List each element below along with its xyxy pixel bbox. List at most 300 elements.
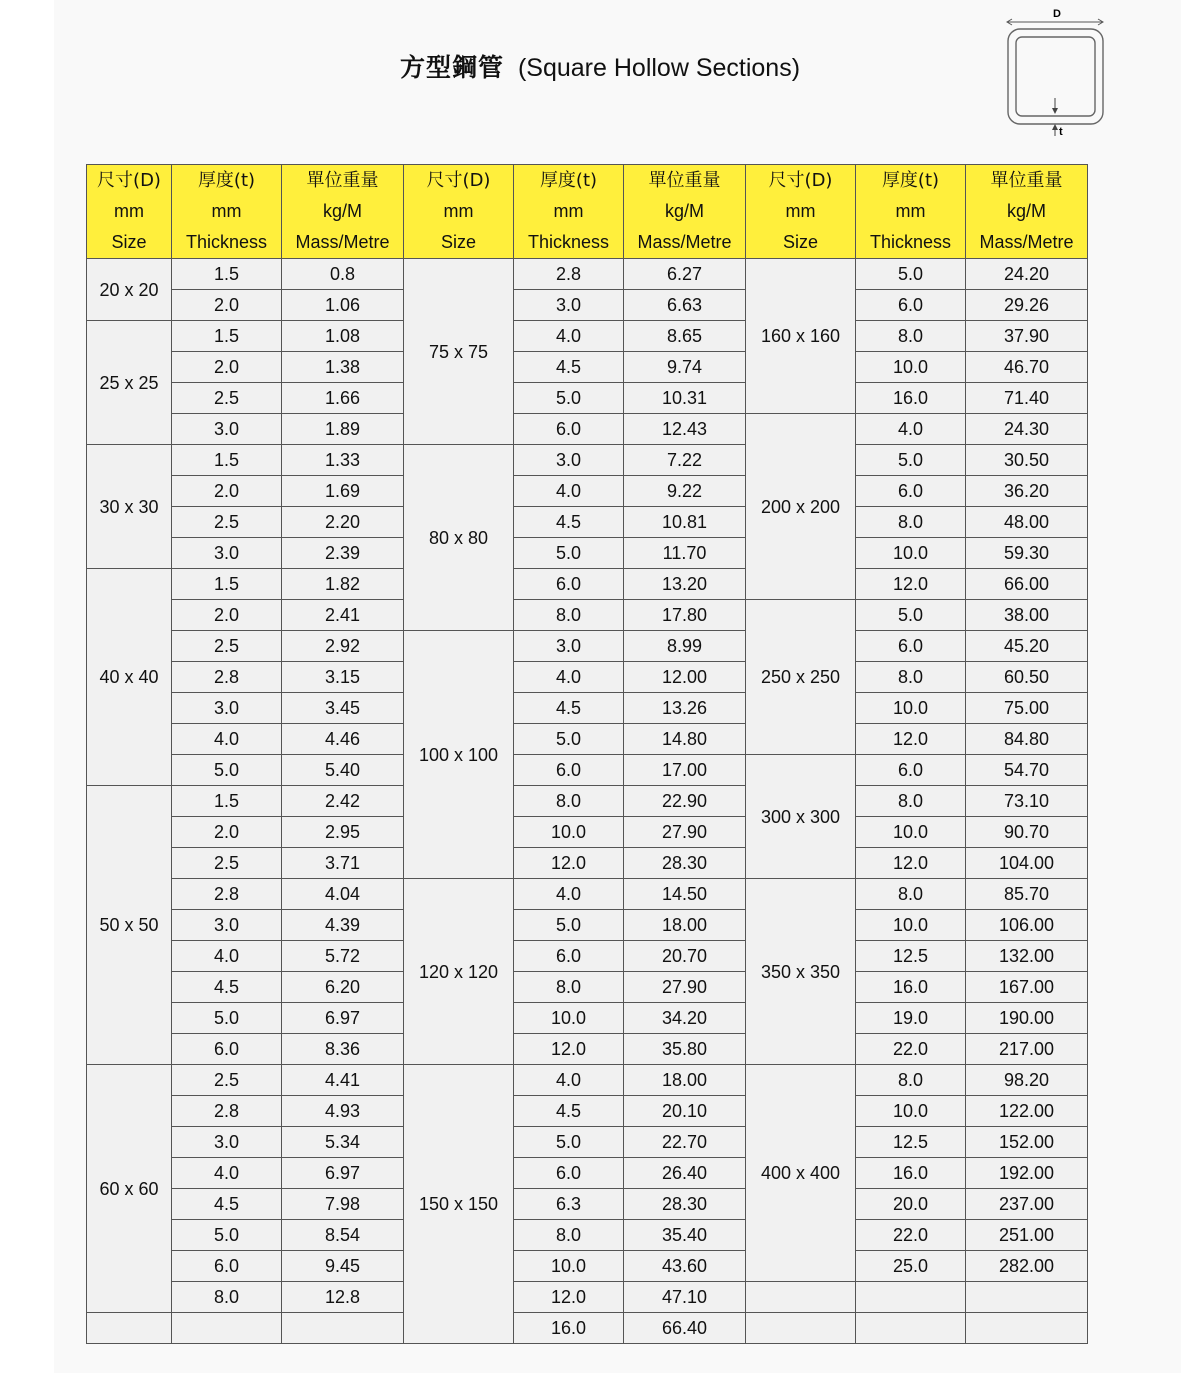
mass-cell: 7.22 (624, 445, 746, 476)
mass-cell: 10.81 (624, 507, 746, 538)
thickness-cell: 2.5 (172, 848, 282, 879)
mass-cell: 24.30 (966, 414, 1088, 445)
header-english: Thickness (185, 232, 268, 252)
header-english: Thickness (869, 232, 952, 252)
column-header (514, 165, 624, 259)
mass-cell: 20.70 (624, 941, 746, 972)
square-section-diagram (999, 6, 1109, 136)
mass-cell: 34.20 (624, 1003, 746, 1034)
column-header (966, 165, 1088, 259)
thickness-cell: 2.0 (172, 817, 282, 848)
header-english: Size (782, 232, 818, 252)
thickness-cell: 10.0 (856, 910, 966, 941)
table-row (87, 755, 1088, 786)
thickness-cell: 10.0 (856, 817, 966, 848)
mass-cell: 8.65 (624, 321, 746, 352)
thickness-cell: 3.0 (172, 693, 282, 724)
thickness-cell: 6.0 (514, 414, 624, 445)
mass-cell: 18.00 (624, 1065, 746, 1096)
mass-cell: 11.70 (624, 538, 746, 569)
thickness-cell: 2.8 (514, 259, 624, 290)
table-row (87, 1220, 1088, 1251)
header-english: Size (440, 232, 476, 252)
header-chinese: 尺寸(D) (768, 170, 833, 191)
thickness-cell: 2.0 (172, 476, 282, 507)
thickness-cell: 2.5 (172, 631, 282, 662)
thickness-cell: 8.0 (856, 662, 966, 693)
size-cell: 80 x 80 (404, 445, 514, 631)
thickness-cell: 12.0 (856, 724, 966, 755)
thickness-cell: 3.0 (172, 538, 282, 569)
mass-cell: 66.40 (624, 1313, 746, 1344)
thickness-cell: 5.0 (514, 538, 624, 569)
size-cell: 150 x 150 (404, 1065, 514, 1344)
size-cell: 20 x 20 (87, 259, 172, 321)
header-unit: mm (211, 201, 242, 221)
table-row (87, 476, 1088, 507)
thickness-cell: 2.5 (172, 507, 282, 538)
mass-cell: 4.41 (282, 1065, 404, 1096)
thickness-cell: 4.5 (514, 352, 624, 383)
thickness-cell: 8.0 (514, 786, 624, 817)
thickness-cell: 6.3 (514, 1189, 624, 1220)
table-row (87, 352, 1088, 383)
mass-cell: 6.97 (282, 1158, 404, 1189)
mass-cell: 26.40 (624, 1158, 746, 1189)
size-cell: 60 x 60 (87, 1065, 172, 1313)
size-cell: 75 x 75 (404, 259, 514, 445)
mass-cell: 2.95 (282, 817, 404, 848)
mass-cell: 8.36 (282, 1034, 404, 1065)
mass-cell: 1.38 (282, 352, 404, 383)
header-chinese: 厚度(t) (197, 170, 256, 191)
mass-cell: 60.50 (966, 662, 1088, 693)
mass-cell: 1.69 (282, 476, 404, 507)
thickness-cell: 10.0 (856, 538, 966, 569)
thickness-cell: 5.0 (514, 910, 624, 941)
mass-cell: 237.00 (966, 1189, 1088, 1220)
thickness-cell: 2.8 (172, 879, 282, 910)
mass-cell: 14.50 (624, 879, 746, 910)
thickness-cell: 1.5 (172, 786, 282, 817)
mass-cell: 3.45 (282, 693, 404, 724)
thickness-cell: 8.0 (856, 786, 966, 817)
header-unit: mm (895, 201, 926, 221)
table-row (87, 1158, 1088, 1189)
mass-cell: 12.00 (624, 662, 746, 693)
table-row (87, 724, 1088, 755)
thickness-cell: 8.0 (172, 1282, 282, 1313)
size-cell: 350 x 350 (746, 879, 856, 1065)
column-header (624, 165, 746, 259)
mass-cell: 8.54 (282, 1220, 404, 1251)
mass-cell: 2.39 (282, 538, 404, 569)
mass-cell: 6.20 (282, 972, 404, 1003)
mass-cell: 9.22 (624, 476, 746, 507)
thickness-cell: 12.5 (856, 941, 966, 972)
thickness-cell: 4.5 (172, 1189, 282, 1220)
mass-cell: 30.50 (966, 445, 1088, 476)
table-row (87, 321, 1088, 352)
table-row (87, 383, 1088, 414)
mass-cell: 3.71 (282, 848, 404, 879)
thickness-cell: 12.0 (856, 569, 966, 600)
thickness-cell: 6.0 (856, 476, 966, 507)
mass-cell: 71.40 (966, 383, 1088, 414)
thickness-cell: 1.5 (172, 445, 282, 476)
thickness-cell: 8.0 (856, 507, 966, 538)
mass-cell: 66.00 (966, 569, 1088, 600)
mass-cell: 4.93 (282, 1096, 404, 1127)
thickness-cell: 6.0 (856, 631, 966, 662)
header-chinese: 厚度(t) (539, 170, 598, 191)
mass-cell: 29.26 (966, 290, 1088, 321)
column-header (856, 165, 966, 259)
thickness-cell: 1.5 (172, 569, 282, 600)
header-unit: kg/M (664, 201, 704, 221)
table-row (87, 879, 1088, 910)
diagram-d-label: D (1053, 8, 1061, 20)
thickness-cell: 22.0 (856, 1220, 966, 1251)
mass-cell: 192.00 (966, 1158, 1088, 1189)
table-row (87, 1189, 1088, 1220)
thickness-cell: 3.0 (514, 631, 624, 662)
thickness-cell: 8.0 (856, 321, 966, 352)
mass-cell: 1.08 (282, 321, 404, 352)
size-cell: 400 x 400 (746, 1065, 856, 1282)
size-cell: 40 x 40 (87, 569, 172, 786)
mass-cell: 8.99 (624, 631, 746, 662)
mass-cell: 90.70 (966, 817, 1088, 848)
mass-cell: 106.00 (966, 910, 1088, 941)
thickness-cell: 5.0 (514, 383, 624, 414)
header-chinese: 單位重量 (990, 170, 1063, 191)
header-english: Mass/Metre (295, 232, 390, 252)
thickness-cell: 5.0 (856, 600, 966, 631)
thickness-cell: 3.0 (514, 290, 624, 321)
thickness-cell: 10.0 (514, 1003, 624, 1034)
table-row (87, 631, 1088, 662)
mass-cell: 17.80 (624, 600, 746, 631)
thickness-cell: 4.0 (172, 1158, 282, 1189)
table-row (87, 786, 1088, 817)
mass-cell: 152.00 (966, 1127, 1088, 1158)
mass-cell: 27.90 (624, 817, 746, 848)
thickness-cell: 12.0 (856, 848, 966, 879)
thickness-cell: 5.0 (172, 1003, 282, 1034)
title-english: (Square Hollow Sections) (517, 54, 801, 82)
header-unit: mm (785, 201, 816, 221)
mass-cell: 104.00 (966, 848, 1088, 879)
size-cell: 100 x 100 (404, 631, 514, 879)
table-row (87, 910, 1088, 941)
header-chinese: 單位重量 (648, 170, 721, 191)
mass-cell: 6.97 (282, 1003, 404, 1034)
mass-cell: 85.70 (966, 879, 1088, 910)
mass-cell: 282.00 (966, 1251, 1088, 1282)
mass-cell: 18.00 (624, 910, 746, 941)
mass-cell: 167.00 (966, 972, 1088, 1003)
empty-cell (966, 1282, 1088, 1313)
header-unit: mm (553, 201, 584, 221)
mass-cell: 28.30 (624, 848, 746, 879)
mass-cell: 4.46 (282, 724, 404, 755)
table-row (87, 569, 1088, 600)
thickness-cell: 6.0 (856, 755, 966, 786)
diagram-t-label: t (1059, 126, 1063, 136)
column-header (404, 165, 514, 259)
thickness-cell: 6.0 (514, 941, 624, 972)
thickness-cell: 6.0 (514, 569, 624, 600)
thickness-cell: 8.0 (514, 1220, 624, 1251)
table-row (87, 848, 1088, 879)
thickness-cell: 12.0 (514, 1282, 624, 1313)
table-row (87, 1003, 1088, 1034)
table-row (87, 259, 1088, 290)
mass-cell: 5.72 (282, 941, 404, 972)
mass-cell: 2.41 (282, 600, 404, 631)
empty-cell (856, 1282, 966, 1313)
table-row (87, 693, 1088, 724)
table-header (87, 165, 1088, 259)
thickness-cell: 2.5 (172, 1065, 282, 1096)
mass-cell: 43.60 (624, 1251, 746, 1282)
mass-cell: 98.20 (966, 1065, 1088, 1096)
header-unit: mm (443, 201, 474, 221)
thickness-cell: 6.0 (514, 1158, 624, 1189)
table-row (87, 507, 1088, 538)
mass-cell: 2.42 (282, 786, 404, 817)
table-body (87, 259, 1088, 1344)
thickness-cell: 20.0 (856, 1189, 966, 1220)
empty-cell (856, 1313, 966, 1344)
thickness-cell: 4.0 (514, 879, 624, 910)
thickness-cell: 10.0 (514, 817, 624, 848)
table-row (87, 1282, 1088, 1313)
mass-cell: 45.20 (966, 631, 1088, 662)
thickness-cell: 16.0 (514, 1313, 624, 1344)
mass-cell: 27.90 (624, 972, 746, 1003)
thickness-cell: 10.0 (856, 352, 966, 383)
empty-cell (746, 1282, 856, 1313)
size-cell: 30 x 30 (87, 445, 172, 569)
thickness-cell: 10.0 (856, 1096, 966, 1127)
mass-cell: 9.74 (624, 352, 746, 383)
square-hollow-sections-table (86, 164, 1088, 1344)
mass-cell: 13.26 (624, 693, 746, 724)
thickness-cell: 12.0 (514, 848, 624, 879)
thickness-cell: 3.0 (172, 414, 282, 445)
mass-cell: 73.10 (966, 786, 1088, 817)
column-header (746, 165, 856, 259)
thickness-cell: 1.5 (172, 321, 282, 352)
empty-cell (966, 1313, 1088, 1344)
table-row (87, 1034, 1088, 1065)
mass-cell: 6.27 (624, 259, 746, 290)
table-row (87, 290, 1088, 321)
mass-cell: 14.80 (624, 724, 746, 755)
thickness-cell: 16.0 (856, 383, 966, 414)
thickness-cell: 4.0 (856, 414, 966, 445)
empty-cell (746, 1313, 856, 1344)
thickness-cell: 5.0 (856, 259, 966, 290)
thickness-cell: 4.0 (514, 1065, 624, 1096)
header-chinese: 厚度(t) (881, 170, 940, 191)
table-row (87, 941, 1088, 972)
table-row (87, 1313, 1088, 1344)
mass-cell: 13.20 (624, 569, 746, 600)
thickness-cell: 12.5 (856, 1127, 966, 1158)
mass-cell: 22.90 (624, 786, 746, 817)
thickness-cell: 2.8 (172, 662, 282, 693)
mass-cell: 46.70 (966, 352, 1088, 383)
header-chinese: 單位重量 (306, 170, 379, 191)
column-header (282, 165, 404, 259)
header-chinese: 尺寸(D) (97, 170, 161, 191)
mass-cell: 10.31 (624, 383, 746, 414)
thickness-cell: 4.0 (514, 662, 624, 693)
mass-cell: 190.00 (966, 1003, 1088, 1034)
table-row (87, 1127, 1088, 1158)
mass-cell: 9.45 (282, 1251, 404, 1282)
size-cell: 200 x 200 (746, 414, 856, 600)
size-cell: 120 x 120 (404, 879, 514, 1065)
thickness-cell: 1.5 (172, 259, 282, 290)
thickness-cell: 2.8 (172, 1096, 282, 1127)
empty-cell (172, 1313, 282, 1344)
thickness-cell: 4.0 (514, 476, 624, 507)
thickness-cell: 8.0 (514, 600, 624, 631)
header-unit: mm (114, 201, 144, 221)
mass-cell: 38.00 (966, 600, 1088, 631)
mass-cell: 1.06 (282, 290, 404, 321)
mass-cell: 48.00 (966, 507, 1088, 538)
thickness-cell: 4.5 (514, 507, 624, 538)
thickness-cell: 12.0 (514, 1034, 624, 1065)
thickness-cell: 2.5 (172, 383, 282, 414)
mass-cell: 1.82 (282, 569, 404, 600)
thickness-cell: 2.0 (172, 290, 282, 321)
mass-cell: 2.20 (282, 507, 404, 538)
mass-cell: 20.10 (624, 1096, 746, 1127)
thickness-cell: 5.0 (172, 1220, 282, 1251)
mass-cell: 4.04 (282, 879, 404, 910)
thickness-cell: 8.0 (856, 879, 966, 910)
table-row (87, 817, 1088, 848)
mass-cell: 2.92 (282, 631, 404, 662)
table-row (87, 1096, 1088, 1127)
empty-cell (282, 1313, 404, 1344)
thickness-cell: 2.0 (172, 600, 282, 631)
mass-cell: 1.89 (282, 414, 404, 445)
header-unit: kg/M (1006, 201, 1046, 221)
thickness-cell: 3.0 (172, 910, 282, 941)
header-chinese: 尺寸(D) (426, 170, 491, 191)
mass-cell: 1.33 (282, 445, 404, 476)
table-row (87, 414, 1088, 445)
mass-cell: 132.00 (966, 941, 1088, 972)
mass-cell: 7.98 (282, 1189, 404, 1220)
header-english: Mass/Metre (637, 232, 732, 252)
thickness-cell: 6.0 (856, 290, 966, 321)
column-header (87, 165, 172, 259)
thickness-cell: 8.0 (856, 1065, 966, 1096)
thickness-cell: 4.5 (172, 972, 282, 1003)
thickness-cell: 4.5 (514, 693, 624, 724)
thickness-cell: 25.0 (856, 1251, 966, 1282)
thickness-cell: 4.0 (514, 321, 624, 352)
size-cell: 300 x 300 (746, 755, 856, 879)
thickness-cell: 5.0 (172, 755, 282, 786)
thickness-cell: 2.0 (172, 352, 282, 383)
thickness-cell: 5.0 (514, 1127, 624, 1158)
thickness-cell: 3.0 (514, 445, 624, 476)
table-row (87, 538, 1088, 569)
mass-cell: 5.34 (282, 1127, 404, 1158)
table-row (87, 972, 1088, 1003)
thickness-cell: 4.0 (172, 941, 282, 972)
thickness-cell: 19.0 (856, 1003, 966, 1034)
size-cell: 160 x 160 (746, 259, 856, 414)
mass-cell: 28.30 (624, 1189, 746, 1220)
mass-cell: 35.80 (624, 1034, 746, 1065)
mass-cell: 59.30 (966, 538, 1088, 569)
mass-cell: 5.40 (282, 755, 404, 786)
thickness-cell: 4.0 (172, 724, 282, 755)
page-title (300, 48, 900, 84)
thickness-cell: 3.0 (172, 1127, 282, 1158)
thickness-cell: 5.0 (856, 445, 966, 476)
size-cell: 25 x 25 (87, 321, 172, 445)
mass-cell: 35.40 (624, 1220, 746, 1251)
table-row (87, 662, 1088, 693)
mass-cell: 217.00 (966, 1034, 1088, 1065)
mass-cell: 6.63 (624, 290, 746, 321)
mass-cell: 47.10 (624, 1282, 746, 1313)
header-english: Size (111, 232, 147, 252)
thickness-cell: 8.0 (514, 972, 624, 1003)
mass-cell: 36.20 (966, 476, 1088, 507)
thickness-cell: 6.0 (172, 1034, 282, 1065)
mass-cell: 75.00 (966, 693, 1088, 724)
mass-cell: 54.70 (966, 755, 1088, 786)
size-cell: 50 x 50 (87, 786, 172, 1065)
mass-cell: 3.15 (282, 662, 404, 693)
title-chinese: 方型鋼管 (399, 53, 504, 82)
table-row (87, 600, 1088, 631)
mass-cell: 122.00 (966, 1096, 1088, 1127)
thickness-cell: 10.0 (514, 1251, 624, 1282)
table-row (87, 445, 1088, 476)
mass-cell: 22.70 (624, 1127, 746, 1158)
header-english: Thickness (527, 232, 610, 252)
thickness-cell: 22.0 (856, 1034, 966, 1065)
mass-cell: 1.66 (282, 383, 404, 414)
table-row (87, 1065, 1088, 1096)
table-row (87, 1251, 1088, 1282)
thickness-cell: 5.0 (514, 724, 624, 755)
thickness-cell: 4.5 (514, 1096, 624, 1127)
header-row (87, 165, 1088, 259)
thickness-cell: 16.0 (856, 1158, 966, 1189)
mass-cell: 84.80 (966, 724, 1088, 755)
empty-cell (87, 1313, 172, 1344)
thickness-cell: 6.0 (514, 755, 624, 786)
column-header (172, 165, 282, 259)
thickness-cell: 10.0 (856, 693, 966, 724)
mass-cell: 12.43 (624, 414, 746, 445)
thickness-cell: 6.0 (172, 1251, 282, 1282)
